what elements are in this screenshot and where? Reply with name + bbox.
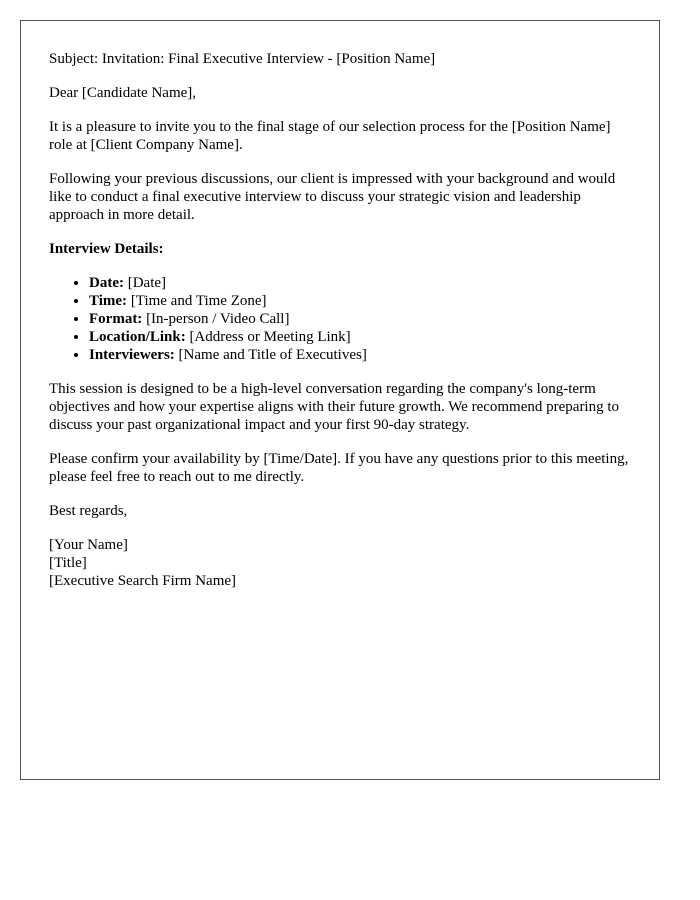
paragraph-background: Following your previous discussions, our client is impressed with your background and would like to conduct a final executive interview to discuss your strategic vision and leadership approach in more detail. <box>49 171 616 223</box>
paragraph-confirm: Please confirm your availability by [Time/Date]. If you have any questions prior to this meeting, please feel free to reach out to me directly. <box>49 451 629 485</box>
detail-label: Location/Link: <box>89 329 186 345</box>
detail-interviewers <box>89 346 631 364</box>
detail-label: Date: <box>89 275 124 291</box>
detail-time <box>89 292 631 310</box>
greeting: Dear [Candidate Name], <box>49 85 197 101</box>
detail-location <box>89 328 631 346</box>
detail-label: Interviewers: <box>89 347 175 363</box>
detail-label: Format: <box>89 311 143 327</box>
letter-page <box>20 20 660 780</box>
interview-details-heading: Interview Details: <box>49 241 164 257</box>
detail-date <box>89 274 631 292</box>
closing: Best regards, <box>49 503 128 519</box>
interview-details-list <box>49 274 631 364</box>
detail-label: Time: <box>89 293 128 309</box>
paragraph-invitation: It is a pleasure to invite you to the final stage of our selection process for the [Position Name] role at [Client Company Name]. <box>49 119 611 153</box>
signature-block <box>49 536 631 590</box>
signature-firm: [Executive Search Firm Name] <box>49 573 237 589</box>
signature-name: [Your Name] <box>49 537 128 553</box>
detail-value: [Address or Meeting Link] <box>185 329 351 345</box>
detail-value: [Date] <box>123 275 167 291</box>
subject-line: Subject: Invitation: Final Executive Interview - [Position Name] <box>49 51 436 67</box>
detail-value: [Time and Time Zone] <box>127 293 267 309</box>
signature-title: [Title] <box>49 555 87 571</box>
detail-value: [In-person / Video Call] <box>142 311 290 327</box>
detail-format <box>89 310 631 328</box>
paragraph-session: This session is designed to be a high-level conversation regarding the company's long-term objectives and how your expertise aligns with their future growth. We recommend preparing to discuss your past organizational impact and your first 90-day strategy. <box>49 381 620 433</box>
detail-value: [Name and Title of Executives] <box>174 347 367 363</box>
